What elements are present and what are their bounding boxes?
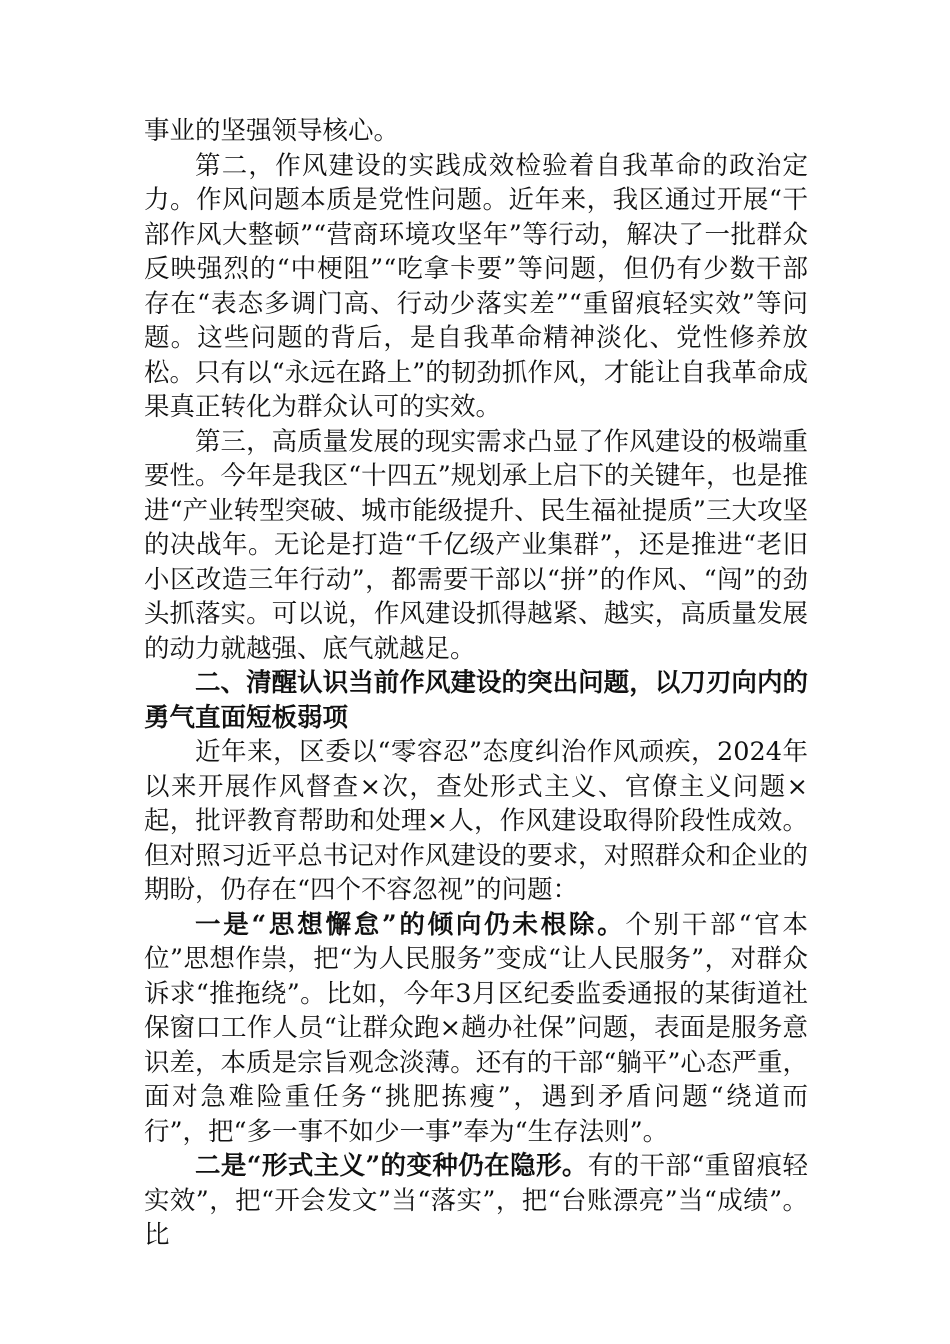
paragraph-second-point [144, 149, 808, 425]
document-body [144, 114, 808, 1253]
paragraph-text: 有的干部“重留痕轻实效”，把“开会发文”当“落实”，把“台账漂亮”当“成绩”。比 [144, 1151, 808, 1250]
paragraph-issue-one [144, 908, 808, 1150]
paragraph-issue-two [144, 1149, 808, 1253]
paragraph-text: 第三，高质量发展的现实需求凸显了作风建设的极端重要性。今年是我区“十四五”规划承上启下的关键年，也是推进“产业转型突破、城市能级提升、民生福祉提质”三大攻坚的决战年。无论是打造“千亿级产业集群”，还是推进“老旧小区改造三年行动”，都需要干部以“拼”的作风、“闯”的劲头抓落实。可以说，作风建设抓得越紧、越实，高质量发展的动力就越强、底气就越足。 [144, 426, 808, 664]
paragraph-overview [144, 735, 808, 908]
paragraph-third-point [144, 425, 808, 667]
heading-text: 二、清醒认识当前作风建设的突出问题，以刀刃向内的勇气直面短板弱项 [144, 668, 808, 733]
paragraph-lead: 一是“思想懈怠”的倾向仍未根除。 [195, 909, 626, 940]
paragraph-lead: 二是“形式主义”的变种仍在隐形。 [195, 1151, 588, 1181]
paragraph-text: 近年来，区委以“零容忍”态度纠治作风顽疾，2024年以来开展作风督查×次，查处形式主义、官僚主义问题×起，批评教育帮助和处理×人，作风建设取得阶段性成效。但对照习近平总书记对作风建设的要求，对照群众和企业的期盼，仍存在“四个不容忽视”的问题： [144, 737, 808, 905]
paragraph-continuation [144, 114, 808, 149]
paragraph-text: 个别干部“官本位”思想作祟，把“为人民服务”变成“让人民服务”，对群众诉求“推拖绕”。比如，今年3月区纪委监委通报的某街道社保窗口工作人员“让群众跑×趟办社保”问题，表面是服务意识差，本质是宗旨观念淡薄。还有的干部“躺平”心态严重，面对急难险重任务“挑肥拣瘦”，遇到矛盾问题“绕道而行”，把“多一事不如少一事”奉为“生存法则”。 [144, 909, 808, 1147]
section-heading [144, 666, 808, 735]
paragraph-text: 事业的坚强领导核心。 [144, 116, 400, 146]
paragraph-text: 第二，作风建设的实践成效检验着自我革命的政治定力。作风问题本质是党性问题。近年来，我区通过开展“干部作风大整顿”“营商环境攻坚年”等行动，解决了一批群众反映强烈的“中梗阻”“吃拿卡要”等问题，但仍有少数干部存在“表态多调门高、行动少落实差”“重留痕轻实效”等问题。这些问题的背后，是自我革命精神淡化、党性修养放松。只有以“永远在路上”的韧劲抓作风，才能让自我革命成果真正转化为群众认可的实效。 [144, 150, 808, 422]
